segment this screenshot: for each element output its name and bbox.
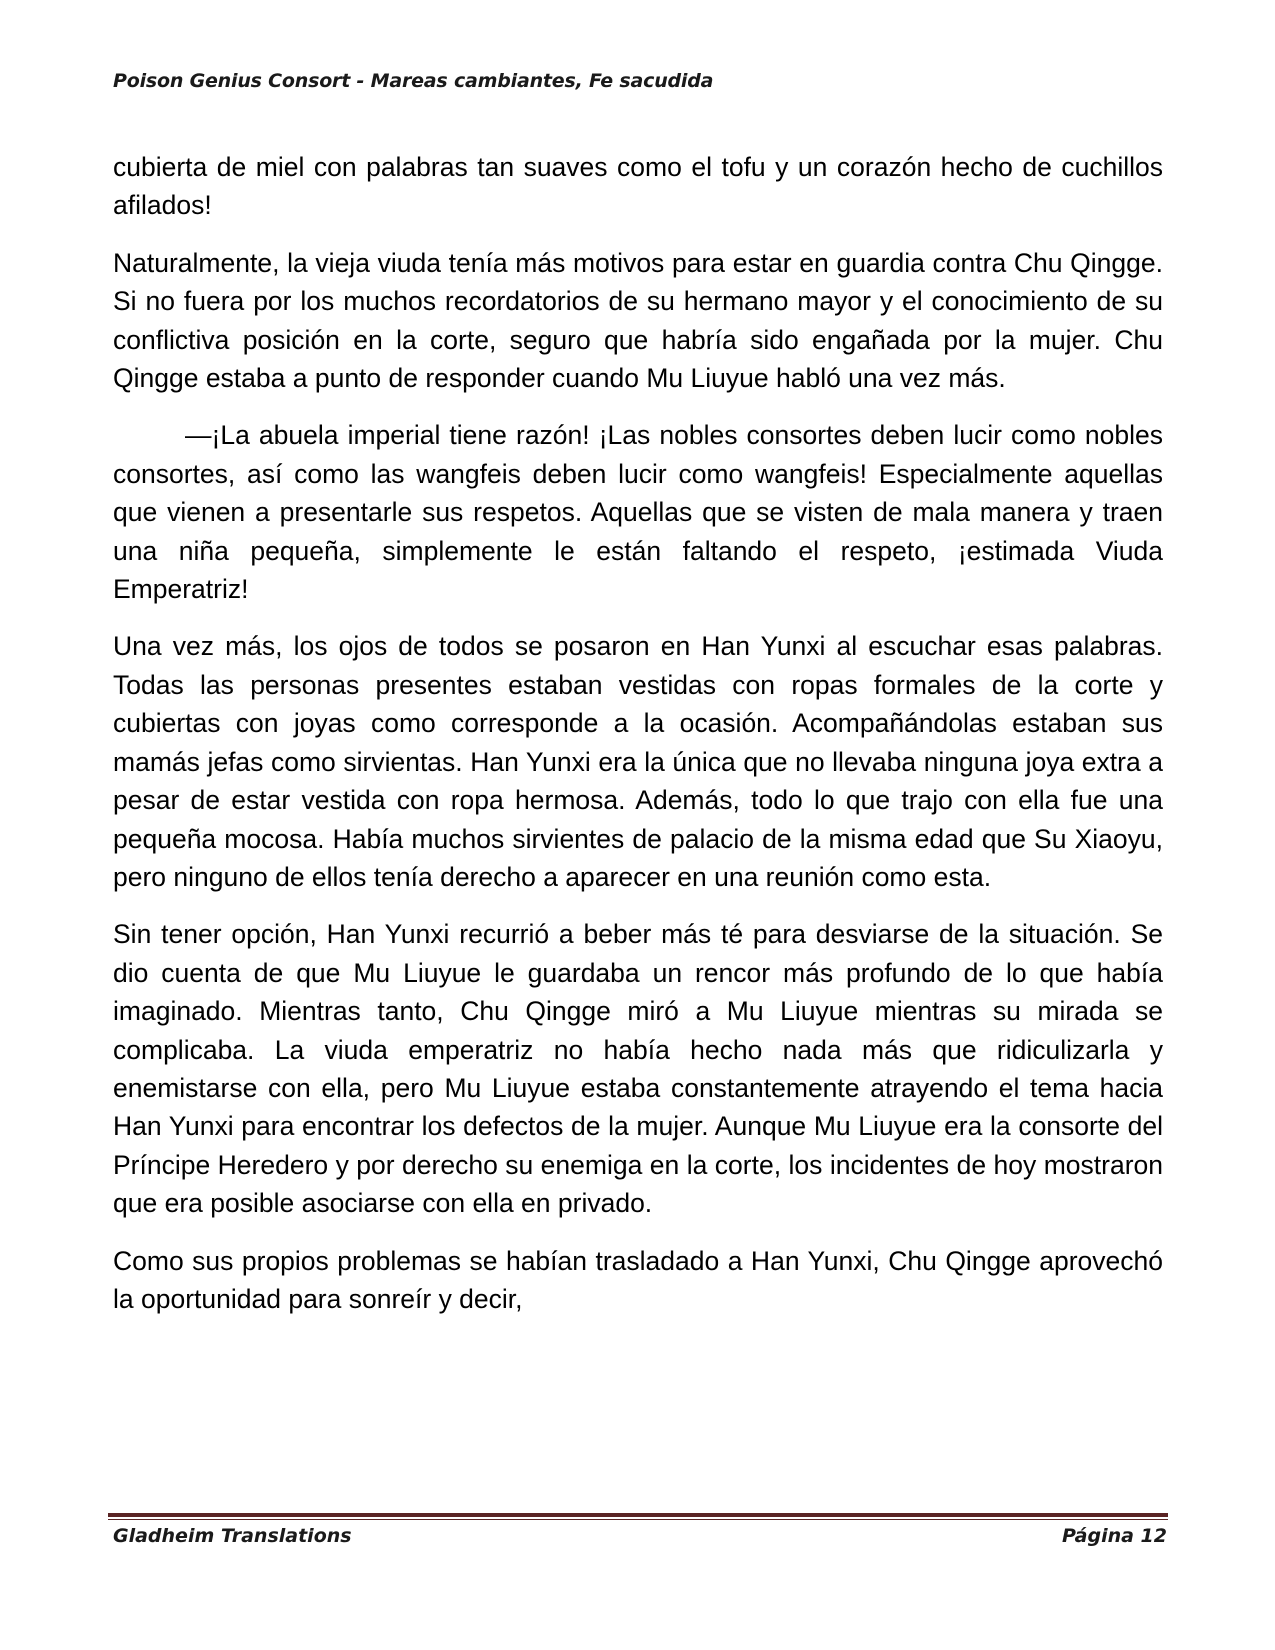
paragraph: Naturalmente, la vieja viuda tenía más motivos para estar en guardia contra Chu Qingge. Si no fuera por los muchos recordatorios de su hermano mayor y el conocimiento de su conflictiva posición en la corte, seguro que habría sido engañada por la mujer. Chu Qingge estaba a punto de responder cuando Mu Liuyue habló una vez más. — [113, 247, 1163, 394]
footer-divider-thin — [108, 1519, 1168, 1520]
paragraph: Una vez más, los ojos de todos se posaron en Han Yunxi al escuchar esas palabras. Todas las personas presentes estaban vestidas con ropas formales de la corte y cubiertas con joyas como corresponde a la ocasión. Acompañándolas estaban sus mamás jefas como sirvientas. Han Yunxi era la única que no llevaba ninguna joya extra a pesar de estar vestida con ropa hermosa. Además, todo lo que trajo con ella fue una pequeña mocosa. Había muchos sirvientes de palacio de la misma edad que Su Xiaoyu, pero ninguno de ellos tenía derecho a aparecer en una reunión como esta. — [113, 631, 1163, 892]
document-body — [113, 148, 1163, 1337]
page-number: Página 12 — [1061, 1525, 1167, 1547]
dialogue-paragraph: —¡La abuela imperial tiene razón! ¡Las nobles consortes deben lucir como nobles consortes, así como las wangfeis deben lucir como wangfeis! Especialmente aquellas que vienen a presentarle sus respetos. Aquellas que se visten de mala manera y traen una niña pequeña, simplemente le están faltando el respeto, ¡estimada Viuda Emperatriz! — [113, 420, 1163, 605]
paragraph: Como sus propios problemas se habían trasladado a Han Yunxi, Chu Qingge aprovechó la oportunidad para sonreír y decir, — [113, 1245, 1163, 1314]
footer-publisher: Gladheim Translations — [113, 1525, 352, 1547]
paragraph: cubierta de miel con palabras tan suaves como el tofu y un corazón hecho de cuchillos afilados! — [113, 152, 1163, 221]
page-header-title: Poison Genius Consort - Mareas cambiantes, Fe sacudida — [113, 70, 714, 92]
footer-divider — [108, 1513, 1168, 1517]
paragraph: Sin tener opción, Han Yunxi recurrió a beber más té para desviarse de la situación. Se dio cuenta de que Mu Liuyue le guardaba un rencor más profundo de lo que había imaginado. Mientras tanto, Chu Qingge miró a Mu Liuyue mientras su mirada se complicaba. La viuda emperatriz no había hecho nada más que ridiculizarla y enemistarse con ella, pero Mu Liuyue estaba constantemente atrayendo el tema hacia Han Yunxi para encontrar los defectos de la mujer. Aunque Mu Liuyue era la consorte del Príncipe Heredero y por derecho su enemiga en la corte, los incidentes de hoy mostraron que era posible asociarse con ella en privado. — [113, 919, 1163, 1219]
